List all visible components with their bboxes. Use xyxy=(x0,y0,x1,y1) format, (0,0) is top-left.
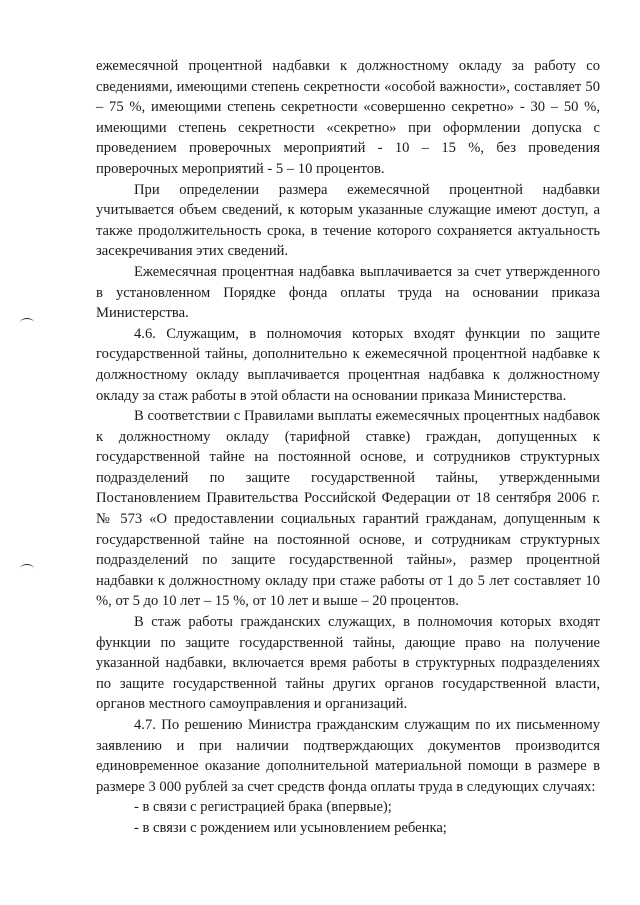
paragraph-allowance-funding: Ежемесячная процентная надбавка выплачивается за счет утвержденного в установленном Порядке фонда оплаты труда на основании приказа Министерства. xyxy=(96,263,600,322)
scan-margin-mark xyxy=(20,564,34,573)
paragraph-allowance-size-criteria: При определении размера ежемесячной процентной надбавки учитывается объем сведений, к которым указанные служащие имеют доступ, а также продолжительность срока, в течение которого сохраняется актуальность засекречивания этих сведений. xyxy=(96,181,600,260)
scan-margin-mark xyxy=(20,318,34,327)
paragraph-section-4-6: 4.6. Служащим, в полномочия которых входят функции по защите государственной тайны, дополнительно к ежемесячной процентной надбавке к должностному окладу выплачивается процентная надбавка к должностному окладу за стаж работы в этой области на основании приказа Министерства. xyxy=(96,325,600,404)
paragraph-seniority-rates: В соответствии с Правилами выплаты ежемесячных процентных надбавок к должностному окладу (тарифной ставке) граждан, допущенных к государственной тайне на постоянной основе, и сотрудников структурных подразделений по защите государственной тайны, утвержденными Постановлением Правительства Российской Федерации от 18 сентября 2006 г. № 573 «О предоставлении социальных гарантий гражданам, допущенным к государственной тайне на постоянной основе, и сотрудникам структурных подразделений по защите государственной тайны», размер процентной надбавки к должностному окладу при стаже работы от 1 до 5 лет составляет 10 %, от 5 до 10 лет – 15 %, от 10 лет и выше – 20 процентов. xyxy=(96,408,600,610)
document-page xyxy=(96,56,600,839)
paragraph-allowance-rates: ежемесячной процентной надбавки к должностному окладу за работу со сведениями, имеющими степень секретности «особой важности», составляет 50 – 75 %, имеющими степень секретности «совершенно секретно» - 30 – 50 %, имеющими степень секретности «секретно» при оформлении допуска с проведением проверочных мероприятий - 10 – 15 %, без проведения проверочных мероприятий - 5 – 10 процентов. xyxy=(96,58,600,177)
list-item-child-birth: - в связи с рождением или усыновлением ребенка; xyxy=(134,819,447,836)
paragraph-seniority-inclusion: В стаж работы гражданских служащих, в полномочия которых входят функции по защите государственной тайны, дающие право на получение указанной надбавки, включается время работы в структурных подразделениях по защите государственной тайны других органов государственной власти, органов местного самоуправления и организаций. xyxy=(96,614,600,713)
paragraph-section-4-7: 4.7. По решению Министра гражданским служащим по их письменному заявлению и при наличии подтверждающих документов производится единовременное оказание дополнительной материальной помощи в размере в размере 3 000 рублей за счет средств фонда оплаты труда в следующих случаях: xyxy=(96,717,600,795)
list-item-marriage: - в связи с регистрацией брака (впервые); xyxy=(134,799,392,816)
